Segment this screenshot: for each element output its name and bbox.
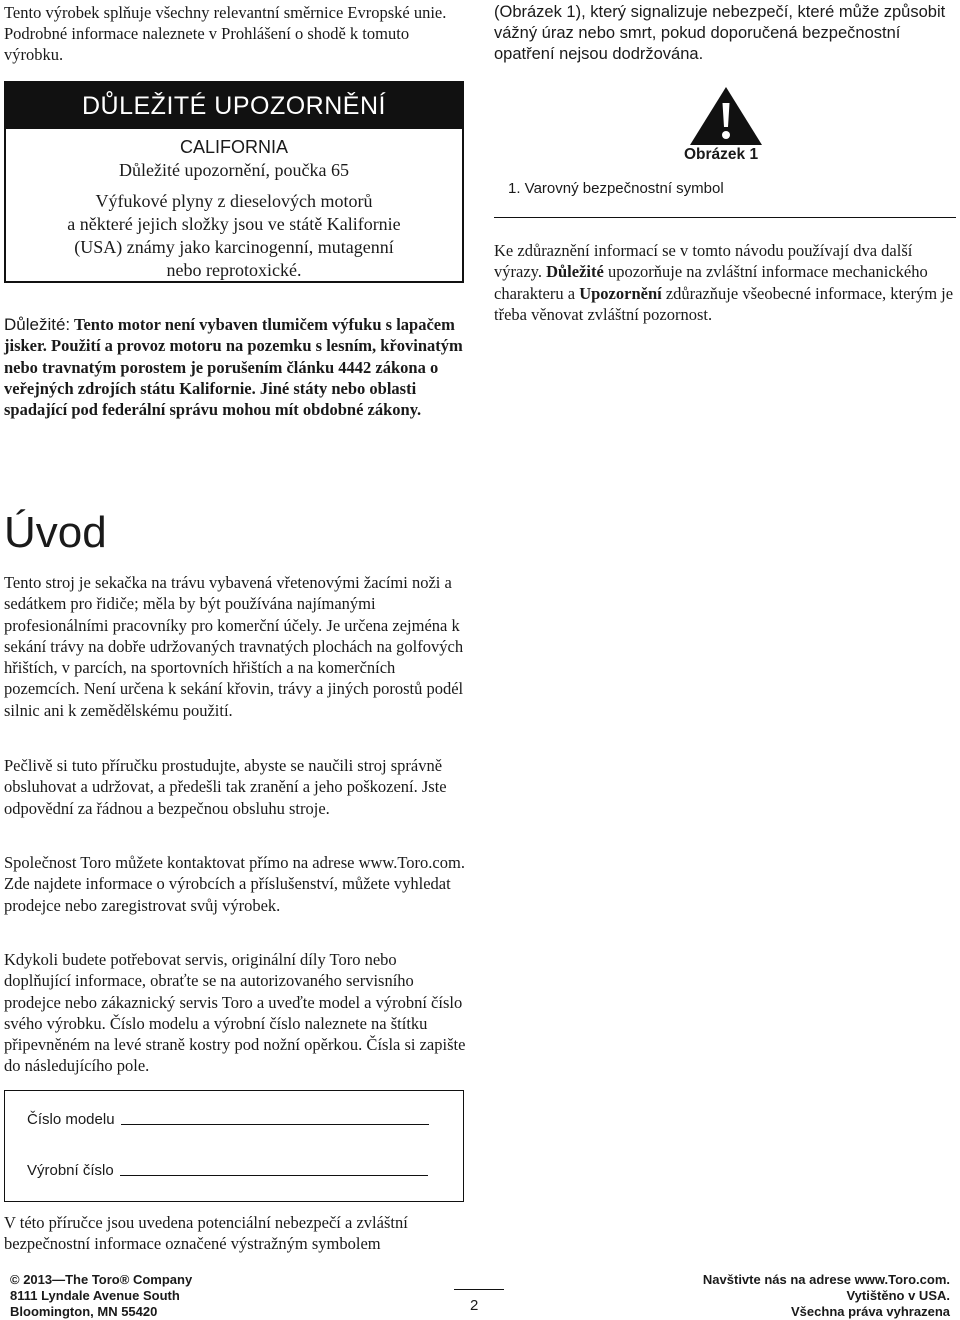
- footer-printed: Vytištěno v USA.: [846, 1288, 950, 1303]
- warning-line: Výfukové plyny z dieselových motorů: [95, 191, 373, 211]
- model-number-field[interactable]: [27, 1111, 429, 1128]
- page-number: 2: [470, 1297, 479, 1314]
- footer-rights: Všechna práva vyhrazena: [791, 1304, 950, 1319]
- footer-address: Bloomington, MN 55420: [10, 1304, 158, 1319]
- warning-line: (USA) známy jako karcinogenní, mutagenní: [74, 237, 394, 257]
- model-number-line[interactable]: [121, 1123, 429, 1125]
- serial-number-line[interactable]: [120, 1174, 428, 1176]
- warning-box-header: DŮLEŽITÉ UPOZORNĚNÍ: [6, 83, 462, 129]
- serial-number-label: Výrobní číslo: [27, 1162, 114, 1179]
- footer-divider: [454, 1289, 504, 1290]
- intro-paragraph-1: Tento stroj je sekačka na trávu vybavená vřetenovými žacími noži a sedátkem pro řidiče; měla by být používána najímanými profesionálními pracovníky pro komerční účely. Je určena zejména k sekání trávy na dobře udržovaných travnatých plochách na golfových hřištích, v parcích, na sportovních hřištích a na komerčních pozemcích. Není určena k sekání křovin, trávy a jiných porostů podél silnic ani k zemědělskému použití.: [4, 573, 464, 720]
- warning-word: Upozornění: [579, 283, 662, 303]
- signal-text: zdůrazňuje všeobecné informace, kterým je třeba věnovat zvláštní pozornost.: [494, 283, 954, 324]
- warning-proposition: Důležité upozornění, poučka 65: [119, 160, 349, 180]
- footer-address: 8111 Lyndale Avenue South: [10, 1288, 180, 1303]
- model-number-label: Číslo modelu: [27, 1111, 115, 1128]
- warning-line: nebo reprotoxické.: [166, 260, 302, 280]
- warning-triangle-icon: [688, 85, 764, 147]
- warning-line: a některé jejich složky jsou ve státě Kalifornie: [67, 214, 401, 234]
- intro-paragraph-4: Kdykoli budete potřebovat servis, originální díly Toro nebo doplňující informace, obraťte se na autorizovaného servisního prodejce nebo zákaznický servis Toro a uveďte model a výrobní číslo svého výrobku. Číslo modelu a výrobní číslo naleznete na štítku připevněném na levé straně kostry pod nožní opěrkou. Čísla si zapište do následujícího pole.: [4, 950, 466, 1076]
- footer-copyright: © 2013—The Toro® Company: [10, 1272, 193, 1287]
- serial-number-field[interactable]: [27, 1162, 428, 1179]
- section-title: Úvod: [4, 508, 107, 557]
- important-text: Tento motor není vybaven tlumičem výfuku s lapačem jisker. Použití a provoz motoru na pozemku s lesním, křovinatým nebo travnatým porostem je porušením článku 4442 zákona o veřejných zdrojích státu Kalifornie. Jiné státy nebo oblasti spadající pod federální správu mohou mít obdobné zákony.: [4, 315, 463, 420]
- signal-text: upozorňuje na zvláštní informace mechanického charakteru a: [494, 262, 928, 303]
- footer-company: [10, 1272, 192, 1320]
- compliance-text: Tento výrobek splňuje všechny relevantní směrnice Evropské unie. Podrobné informace naleznete v Prohlášení o shodě k tomuto výrobku.: [4, 3, 447, 64]
- safety-symbol-description: (Obrázek 1), který signalizuje nebezpečí, které může způsobit vážný úraz nebo smrt, pokud doporučená bezpečnostní opatření nejsou dodržována.: [494, 3, 946, 63]
- intro-paragraph-2: Pečlivě si tuto příručku prostudujte, abyste se naučili stroj správně obsluhovat a udržovat, a předešli tak zranění a jeho poškození. Jste odpovědní za řádnou a bezpečnou obsluhu stroje.: [4, 756, 447, 818]
- safety-note: V této příručce jsou uvedena potenciální nebezpečí a zvláštní bezpečnostní informace označené výstražným symbolem: [4, 1213, 408, 1254]
- important-paragraph: [4, 314, 466, 420]
- warning-state: CALIFORNIA: [179, 137, 289, 157]
- figure-divider: [494, 217, 956, 218]
- footer-info: [703, 1272, 950, 1320]
- important-word: Důležité: [546, 262, 604, 282]
- model-serial-box: [4, 1090, 464, 1202]
- footer-website[interactable]: Navštivte nás na adrese www.Toro.com.: [702, 1272, 950, 1287]
- figure-legend-item: 1. Varovný bezpečnostní symbol: [508, 180, 724, 197]
- important-label: Důležité:: [4, 315, 71, 334]
- figure-caption: Obrázek 1: [684, 146, 759, 163]
- intro-paragraph-3: Společnost Toro můžete kontaktovat přímo na adrese www.Toro.com. Zde najdete informace o výrobcích a příslušenství, můžete vyhledat prodejce nebo zaregistrovat svůj výrobek.: [4, 853, 465, 915]
- signal-words-paragraph: [494, 240, 956, 325]
- signal-text: Ke zdůraznění informací se v tomto návodu používají dva další výrazy.: [494, 241, 913, 282]
- california-warning-box: [4, 81, 464, 283]
